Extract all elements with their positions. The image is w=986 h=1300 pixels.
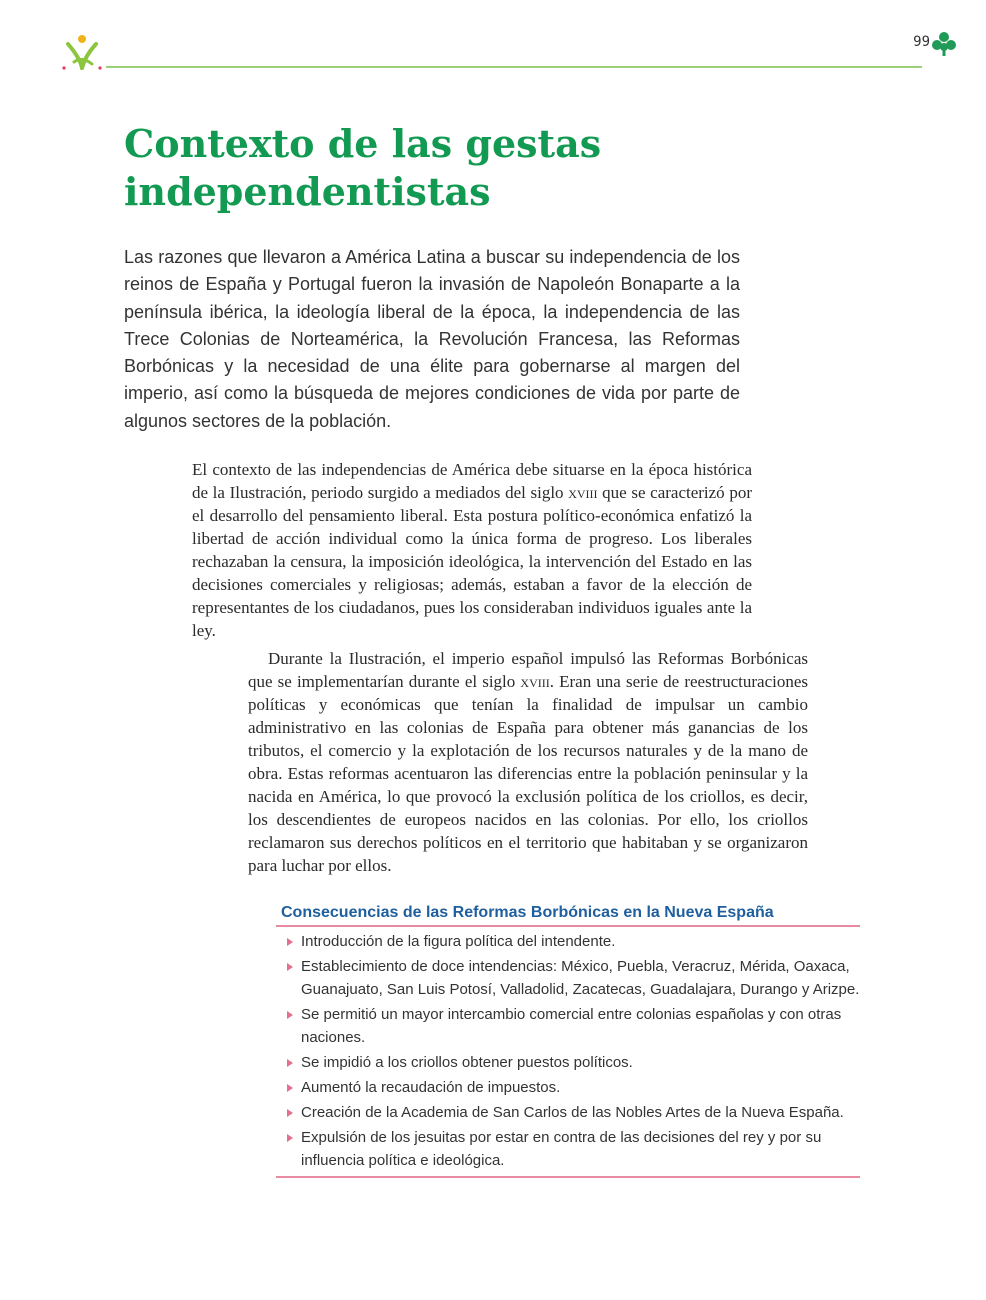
list-item-text: Se impidió a los criollos obtener puestos políticos. — [301, 1054, 633, 1071]
bullet-icon — [287, 963, 293, 971]
page-number: 99 — [913, 34, 930, 50]
title-line-2: independentistas — [124, 169, 491, 214]
page-title — [124, 120, 824, 216]
intro-paragraph: Las razones que llevaron a América Latina a buscar su independencia de los reinos de España y Portugal fueron la invasión de Napoleón Bonaparte a la península ibérica, la ideología liberal de la época, la independencia de las Trece Colonias de Norteamérica, la Revolución Francesa, las Reformas Borbónicas y la necesidad de una élite para gobernarse al margen del imperio, así como la búsqueda de mejores condiciones de vida por parte de algunos sectores de la población. — [124, 247, 740, 431]
list-item — [276, 1126, 860, 1172]
list-item-text: Creación de la Academia de San Carlos de las Nobles Artes de la Nueva España. — [301, 1104, 844, 1121]
consequences-list — [276, 930, 860, 1172]
bullet-icon — [287, 1011, 293, 1019]
paragraph-1-text-b: que se caracterizó por el desarrollo del pensamiento liberal. Esta postura político-económica enfatizó la libertad de acción individual como la única forma de progreso. Los liberales rechazaban la censura, la imposición ideológica, la intervención del Estado en las decisiones comerciales y religiosas; además, estaban a favor de la elección de representantes de los ciudadanos, pues los consideraban individuos iguales ante la ley. — [192, 483, 752, 640]
header-rule — [106, 66, 922, 68]
bullet-icon — [287, 1109, 293, 1117]
list-item-text: Aumentó la recaudación de impuestos. — [301, 1079, 561, 1096]
figure-logo-icon — [58, 32, 104, 72]
paragraph-2-text-a: Durante la Ilustración, el imperio español impulsó las Reformas Borbónicas que se implementarían durante el siglo — [248, 649, 808, 691]
paragraph-2-century: xviii — [520, 672, 550, 691]
list-item-text: Introducción de la figura política del intendente. — [301, 933, 616, 950]
bullet-icon — [287, 1084, 293, 1092]
list-item — [276, 1101, 860, 1124]
bullet-icon — [287, 938, 293, 946]
list-item — [276, 955, 860, 1001]
list-item — [276, 930, 860, 953]
bullet-icon — [287, 1059, 293, 1067]
paragraph-1-century: xviii — [568, 483, 598, 502]
list-item-text: Se permitió un mayor intercambio comercial entre colonias españolas y con otras naciones. — [301, 1006, 842, 1046]
list-item — [276, 1076, 860, 1099]
consequences-box — [276, 902, 860, 1178]
box-rule-top — [276, 925, 860, 927]
bullet-icon — [287, 1134, 293, 1142]
paragraph-1-text-a: El contexto de las independencias de América debe situarse en la época histórica de la Ilustración, periodo surgido a mediados del siglo — [192, 460, 752, 502]
consequences-title: Consecuencias de las Reformas Borbónicas en la Nueva España — [281, 904, 774, 921]
title-line-1: Contexto de las gestas — [124, 121, 602, 166]
clover-icon — [930, 30, 958, 58]
list-item — [276, 1003, 860, 1049]
list-item — [276, 1051, 860, 1074]
body-paragraph-2 — [248, 647, 808, 877]
body-paragraph-1 — [192, 458, 752, 642]
box-rule-bottom — [276, 1176, 860, 1178]
list-item-text: Expulsión de los jesuitas por estar en contra de las decisiones del rey y por su influencia política e ideológica. — [301, 1129, 822, 1169]
list-item-text: Establecimiento de doce intendencias: México, Puebla, Veracruz, Mérida, Oaxaca, Guanajuato, San Luis Potosí, Valladolid, Zacatecas, Guadalajara, Durango y Arizpe. — [301, 958, 860, 998]
paragraph-2-text-b: . Eran una serie de reestructuraciones políticas y económicas que tenían la finalidad de impulsar un cambio administrativo en las colonias de España para obtener más ganancias de los tributos, el comercio y la explotación de los recursos naturales y de la mano de obra. Estas reformas acentuaron las diferencias entre la población peninsular y la nacida en América, lo que provocó la exclusión política de los criollos, es decir, los descendientes de europeos nacidos en las colonias. Por ello, los criollos reclamaron sus derechos políticos en el territorio que habitaban y se organizaron para luchar por ellos. — [248, 672, 808, 875]
